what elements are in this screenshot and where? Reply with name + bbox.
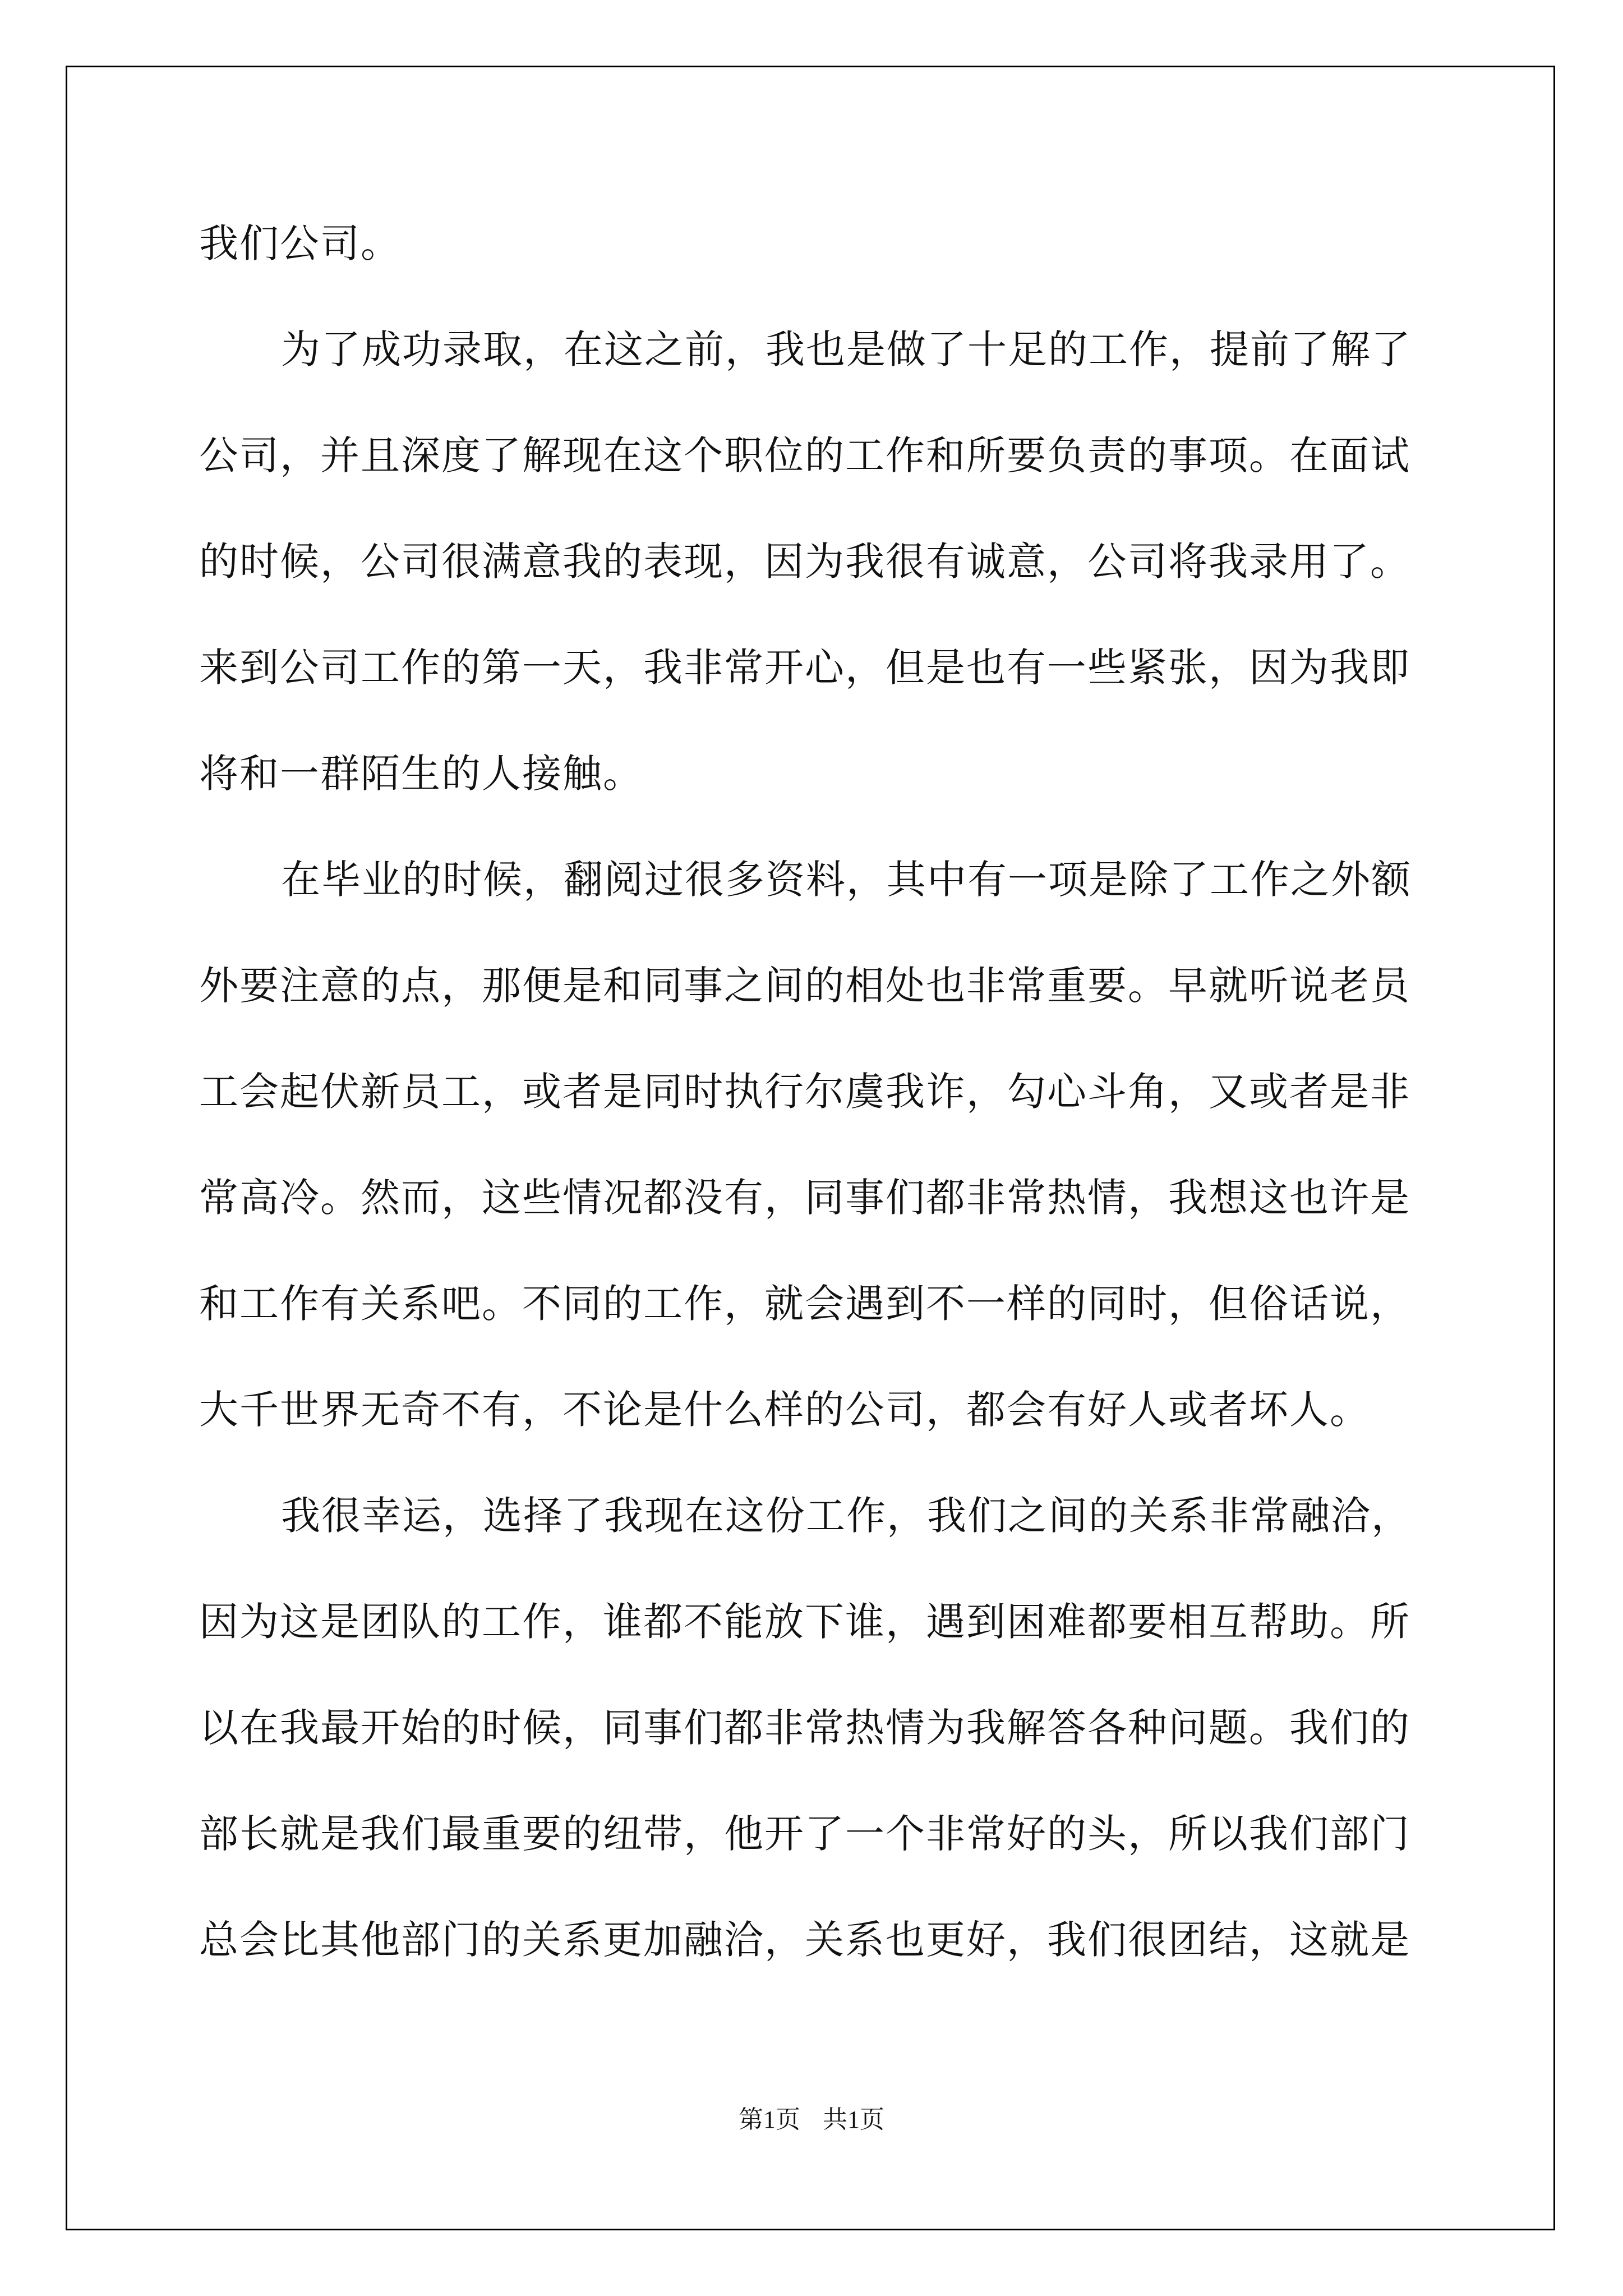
text-line: 外要注意的点，那便是和同事之间的相处也非常重要。早就听说老员 <box>199 963 1410 1009</box>
text-line: 在毕业的时候，翻阅过很多资料，其中有一项是除了工作之外额 <box>281 857 1412 903</box>
text-line: 为了成功录取，在这之前，我也是做了十足的工作，提前了解了 <box>281 326 1412 372</box>
text-line: 大千世界无奇不有，不论是什么样的公司，都会有好人或者坏人。 <box>199 1387 1370 1433</box>
text-line: 来到公司工作的第一天，我非常开心，但是也有一些紧张，因为我即 <box>199 645 1410 691</box>
text-line: 将和一群陌生的人接触。 <box>199 751 643 797</box>
text-line: 以在我最开始的时候，同事们都非常热情为我解答各种问题。我们的 <box>199 1705 1410 1751</box>
text-line: 我很幸运，选择了我现在这份工作，我们之间的关系非常融洽， <box>281 1493 1412 1539</box>
page-number-current: 第1页 <box>739 2106 800 2133</box>
text-line: 常高冷。然而，这些情况都没有，同事们都非常热情，我想这也许是 <box>199 1175 1410 1221</box>
text-line: 总会比其他部门的关系更加融洽，关系也更好，我们很团结，这就是 <box>199 1917 1410 1963</box>
page-footer <box>0 2099 1623 2135</box>
text-line: 的时候，公司很满意我的表现，因为我很有诚意，公司将我录用了。 <box>199 539 1410 585</box>
text-line: 因为这是团队的工作，谁都不能放下谁，遇到困难都要相互帮助。所 <box>199 1599 1410 1645</box>
text-line: 和工作有关系吧。不同的工作，就会遇到不一样的同时，但俗话说， <box>199 1281 1410 1327</box>
text-line: 我们公司。 <box>199 220 401 266</box>
text-line: 部长就是我们最重要的纽带，他开了一个非常好的头，所以我们部门 <box>199 1811 1410 1857</box>
text-line: 公司，并且深度了解现在这个职位的工作和所要负责的事项。在面试 <box>199 432 1410 478</box>
document-body <box>199 191 1438 1993</box>
page-number-total: 共1页 <box>823 2106 884 2133</box>
text-line: 工会起伏新员工，或者是同时执行尔虞我诈，勾心斗角，又或者是非 <box>199 1069 1410 1115</box>
